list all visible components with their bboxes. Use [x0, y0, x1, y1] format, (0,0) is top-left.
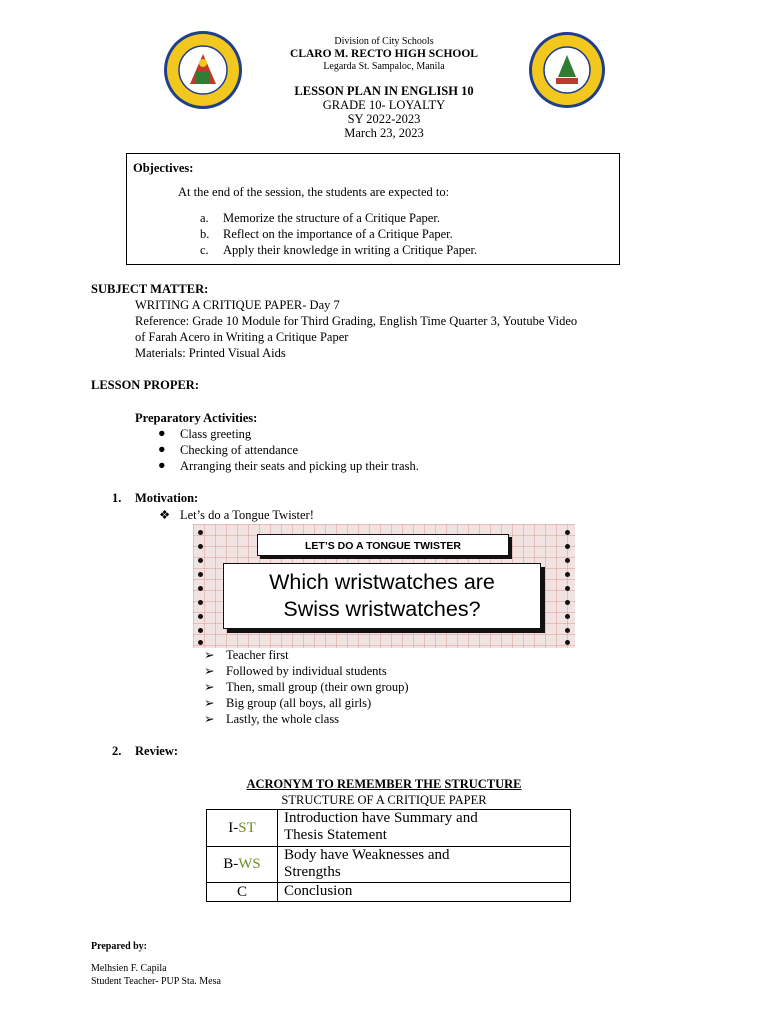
structure-description [278, 810, 571, 847]
objective-marker: c. [200, 243, 209, 257]
notebook-hole [565, 558, 570, 563]
notebook-hole [198, 600, 203, 605]
notebook-hole [565, 640, 570, 645]
acronym-cell [207, 810, 278, 847]
description-line: Conclusion [284, 883, 353, 899]
objective-item: Memorize the structure of a Critique Paper. [223, 211, 440, 225]
notebook-hole [565, 586, 570, 591]
bullet-icon: ● [158, 442, 166, 456]
subject-matter-heading: SUBJECT MATTER: [91, 282, 209, 296]
arrow-bullet-icon: ➢ [204, 696, 215, 710]
objectives-intro: At the end of the session, the students are expected to: [178, 185, 450, 199]
bullet-icon: ● [158, 426, 166, 440]
bullet-icon: ● [158, 458, 166, 472]
review-number: 2. [112, 744, 122, 758]
lesson-date: March 23, 2023 [344, 126, 424, 140]
table-row [207, 847, 571, 883]
table-row [207, 883, 571, 902]
acronym-accent: WS [238, 856, 261, 872]
notebook-hole [198, 572, 203, 577]
lesson-proper-heading: LESSON PROPER: [91, 378, 200, 392]
step-item: Teacher first [226, 648, 289, 662]
objective-marker: b. [200, 227, 210, 241]
subject-reference-cont: of Farah Acero in Writing a Critique Paper [135, 330, 349, 344]
tongue-twister-label: LET’S DO A TONGUE TWISTER [257, 534, 509, 556]
notebook-hole [198, 558, 203, 563]
subject-reference: Reference: Grade 10 Module for Third Grading, English Time Quarter 3, Youtube Video [135, 314, 578, 328]
step-item: Then, small group (their own group) [226, 680, 409, 694]
notebook-hole [565, 614, 570, 619]
diamond-bullet-icon: ❖ [159, 508, 171, 522]
arrow-bullet-icon: ➢ [204, 648, 215, 662]
motivation-heading: Motivation: [135, 491, 199, 505]
notebook-hole [198, 640, 203, 645]
division-name: Division of City Schools [334, 36, 434, 47]
structure-table [206, 809, 571, 902]
review-heading: Review: [135, 744, 179, 758]
preparatory-heading: Preparatory Activities: [135, 411, 258, 425]
structure-description [278, 847, 571, 883]
acronym-letter: C [236, 884, 247, 900]
acronym-letter: I- [228, 820, 239, 836]
preparer-name: Melhsien F. Capila [91, 963, 167, 974]
prep-item: Class greeting [180, 427, 252, 441]
notebook-hole [565, 572, 570, 577]
tongue-twister-line: Swiss wristwatches? [283, 597, 481, 621]
preparer-role: Student Teacher- PUP Sta. Mesa [91, 976, 221, 987]
notebook-hole [198, 544, 203, 549]
prep-item: Checking of attendance [180, 443, 299, 457]
grade-section: GRADE 10- LOYALTY [322, 98, 446, 112]
tongue-twister-line: Which wristwatches are [269, 570, 495, 594]
notebook-hole [565, 530, 570, 535]
motivation-number: 1. [112, 491, 122, 505]
school-year: SY 2022-2023 [347, 112, 421, 126]
notebook-hole [198, 530, 203, 535]
plan-title: LESSON PLAN IN ENGLISH 10 [294, 84, 474, 98]
description-line: Strengths [284, 864, 341, 880]
table-row [207, 810, 571, 847]
notebook-hole [565, 600, 570, 605]
objective-marker: a. [200, 211, 209, 225]
notebook-hole [198, 614, 203, 619]
subject-materials: Materials: Printed Visual Aids [135, 346, 286, 360]
motivation-bullet: Let’s do a Tongue Twister! [180, 508, 314, 522]
step-item: Lastly, the whole class [226, 712, 340, 726]
objective-item: Apply their knowledge in writing a Critique Paper. [223, 243, 478, 257]
objectives-heading: Objectives: [133, 161, 194, 175]
notebook-hole [565, 628, 570, 633]
objectives-box [126, 153, 620, 265]
step-item: Followed by individual students [226, 664, 387, 678]
acronym-title: ACRONYM TO REMEMBER THE STRUCTURE [246, 777, 522, 791]
arrow-bullet-icon: ➢ [204, 712, 215, 726]
objective-item: Reflect on the importance of a Critique Paper. [223, 227, 453, 241]
description-line: Thesis Statement [284, 827, 387, 843]
prepared-by-label: Prepared by: [91, 941, 148, 952]
notebook-hole [565, 544, 570, 549]
prep-item: Arranging their seats and picking up their trash. [180, 459, 419, 473]
school-address: Legarda St. Sampaloc, Manila [323, 61, 445, 72]
acronym-accent: ST [238, 820, 256, 836]
acronym-subtitle: STRUCTURE OF A CRITIQUE PAPER [281, 793, 487, 807]
acronym-letter: B- [223, 856, 239, 872]
notebook-hole [198, 586, 203, 591]
step-item: Big group (all boys, all girls) [226, 696, 372, 710]
description-line: Body have Weaknesses and [284, 847, 450, 863]
structure-description [278, 883, 571, 902]
school-name: CLARO M. RECTO HIGH SCHOOL [290, 48, 478, 60]
subject-topic: WRITING A CRITIQUE PAPER- Day 7 [135, 298, 340, 312]
notebook-hole [198, 628, 203, 633]
arrow-bullet-icon: ➢ [204, 680, 215, 694]
description-line: Introduction have Summary and [284, 810, 478, 826]
acronym-cell [207, 847, 278, 883]
arrow-bullet-icon: ➢ [204, 664, 215, 678]
acronym-cell [207, 883, 278, 902]
tongue-twister-card [223, 563, 541, 629]
